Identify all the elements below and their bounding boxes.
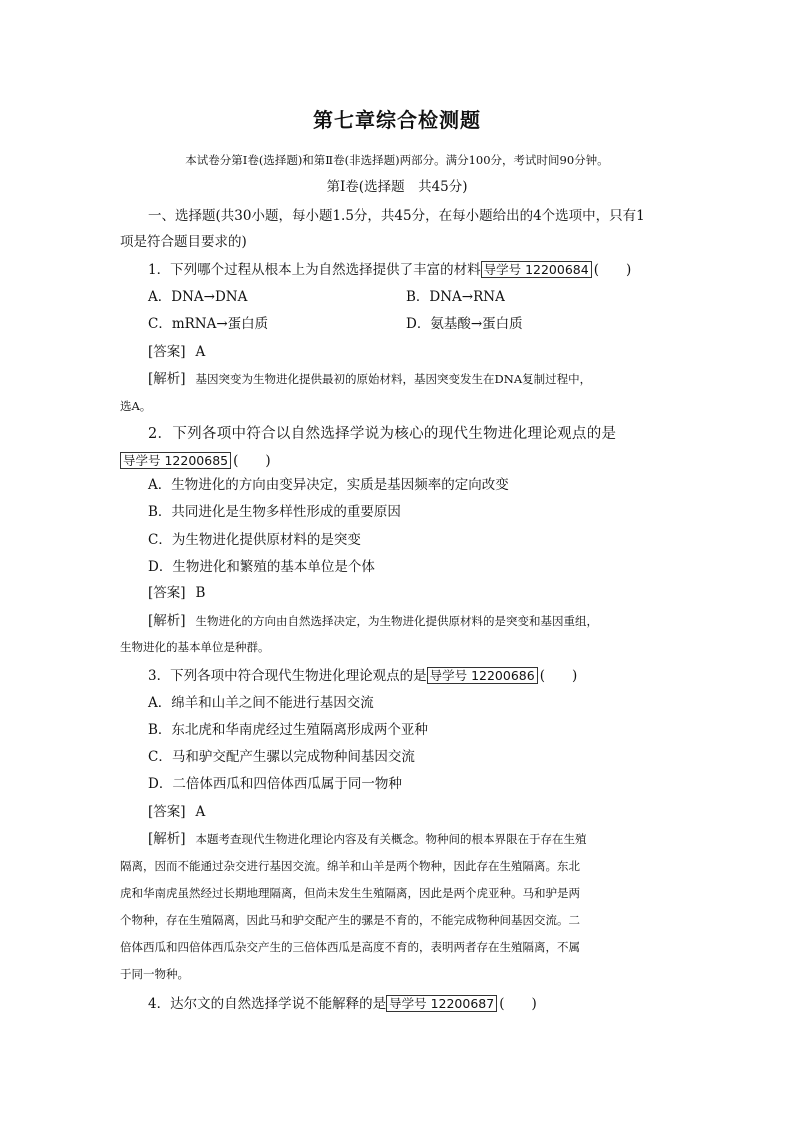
q1-options-row-1 <box>148 287 676 307</box>
q1-analysis-line-1 <box>148 369 676 389</box>
q2-analysis-line-1 <box>148 611 676 631</box>
q1-option-a: A．DNA→DNA <box>148 289 248 305</box>
instructions-line-2: 项是符合题目要求的) <box>120 234 247 250</box>
q3-option-c: C．马和驴交配产生骡以完成物种间基因交流 <box>148 749 415 765</box>
q2-analysis-line-2: 生物进化的基本单位是种群。 <box>120 640 270 654</box>
section-heading: 第Ⅰ卷(选择题 共45分) <box>326 179 468 195</box>
q2-answer-blank: ( ) <box>233 453 271 469</box>
q2-option-d: D．生物进化和繁殖的基本单位是个体 <box>148 559 375 575</box>
q1-answer <box>148 342 676 362</box>
q1-answer-blank: ( ) <box>593 262 632 278</box>
q3-guide-number: 导学号 12200686 <box>427 667 538 684</box>
q2-option-b: B．共同进化是生物多样性形成的重要原因 <box>148 504 401 520</box>
q2-answer-value: B <box>195 585 206 601</box>
answer-label: [答案] <box>148 585 186 601</box>
q1-analysis-text-1: 基因突变为生物进化提供最初的原始材料，基因突变发生在DNA复制过程中， <box>195 372 592 386</box>
q3-answer-value: A <box>195 804 206 820</box>
q3-answer <box>148 802 676 822</box>
q1-option-d: D．氨基酸→蛋白质 <box>406 316 523 332</box>
q2-option-c: C．为生物进化提供原材料的是突变 <box>148 532 361 548</box>
q2-answer <box>148 583 676 603</box>
q3-analysis-line-3: 虎和华南虎虽然经过长期地理隔离，但尚未发生生殖隔离，因此是两个虎亚种。马和驴是两 <box>120 886 580 900</box>
q4-guide-number: 导学号 12200687 <box>386 995 497 1012</box>
q1-analysis-line-2: 选A。 <box>120 399 152 413</box>
q3-answer-blank: ( ) <box>539 668 578 684</box>
q4-stem <box>148 994 676 1014</box>
q3-option-b: B．东北虎和华南虎经过生殖隔离形成两个亚种 <box>148 722 428 738</box>
q2-analysis-text-1: 生物进化的方向由自然选择决定，为生物进化提供原材料的是突变和基因重组， <box>195 614 599 628</box>
q1-guide-number: 导学号 12200684 <box>481 261 592 278</box>
q4-stem-text: 4．达尔文的自然选择学说不能解释的是 <box>148 996 387 1012</box>
instructions-line-1: 一、选择题(共30小题，每小题1.5分，共45分，在每小题给出的4个选项中，只有1 <box>148 208 645 224</box>
q1-option-c: C．mRNA→蛋白质 <box>148 316 269 332</box>
exam-intro: 本试卷分第Ⅰ卷(选择题)和第Ⅱ卷(非选择题)两部分。满分100分，考试时间90分钟。 <box>185 153 609 167</box>
q4-answer-blank: ( ) <box>499 996 537 1012</box>
q1-option-b: B．DNA→RNA <box>406 289 505 305</box>
page-title: 第七章综合检测题 <box>313 108 481 132</box>
q3-option-d: D．二倍体西瓜和四倍体西瓜属于同一物种 <box>148 776 402 792</box>
q3-analysis-line-5: 倍体西瓜和四倍体西瓜杂交产生的三倍体西瓜是高度不育的，表明两者存在生殖隔离，不属 <box>120 940 580 954</box>
q2-guide-line <box>120 451 676 471</box>
q1-options-row-2 <box>148 314 676 334</box>
q3-stem-text: 3．下列各项中符合现代生物进化理论观点的是 <box>148 668 427 684</box>
q2-stem: 2．下列各项中符合以自然选择学说为核心的现代生物进化理论观点的是 <box>148 426 617 442</box>
q1-stem-text: 1．下列哪个过程从根本上为自然选择提供了丰富的材料 <box>148 262 481 278</box>
answer-label: [答案] <box>148 804 186 820</box>
q2-option-a: A．生物进化的方向由变异决定，实质是基因频率的定向改变 <box>148 477 509 493</box>
q3-analysis-line-1 <box>148 829 676 849</box>
analysis-label: [解析] <box>148 613 186 629</box>
q3-option-a: A．绵羊和山羊之间不能进行基因交流 <box>148 695 374 711</box>
q3-analysis-line-6: 于同一物种。 <box>120 967 189 981</box>
q1-stem <box>148 260 676 280</box>
q1-answer-value: A <box>195 344 206 360</box>
q3-analysis-line-4: 个物种，存在生殖隔离，因此马和驴交配产生的骡是不育的，不能完成物种间基因交流。二 <box>120 913 580 927</box>
q2-guide-number: 导学号 12200685 <box>120 452 231 469</box>
q3-analysis-line-2: 隔离，因而不能通过杂交进行基因交流。绵羊和山羊是两个物种，因此存在生殖隔离。东北 <box>120 859 580 873</box>
answer-label: [答案] <box>148 344 186 360</box>
q3-stem <box>148 666 676 686</box>
q3-analysis-text-1: 本题考查现代生物进化理论内容及有关概念。物种间的根本界限在于存在生殖 <box>195 832 587 846</box>
analysis-label: [解析] <box>148 831 186 847</box>
analysis-label: [解析] <box>148 371 186 387</box>
